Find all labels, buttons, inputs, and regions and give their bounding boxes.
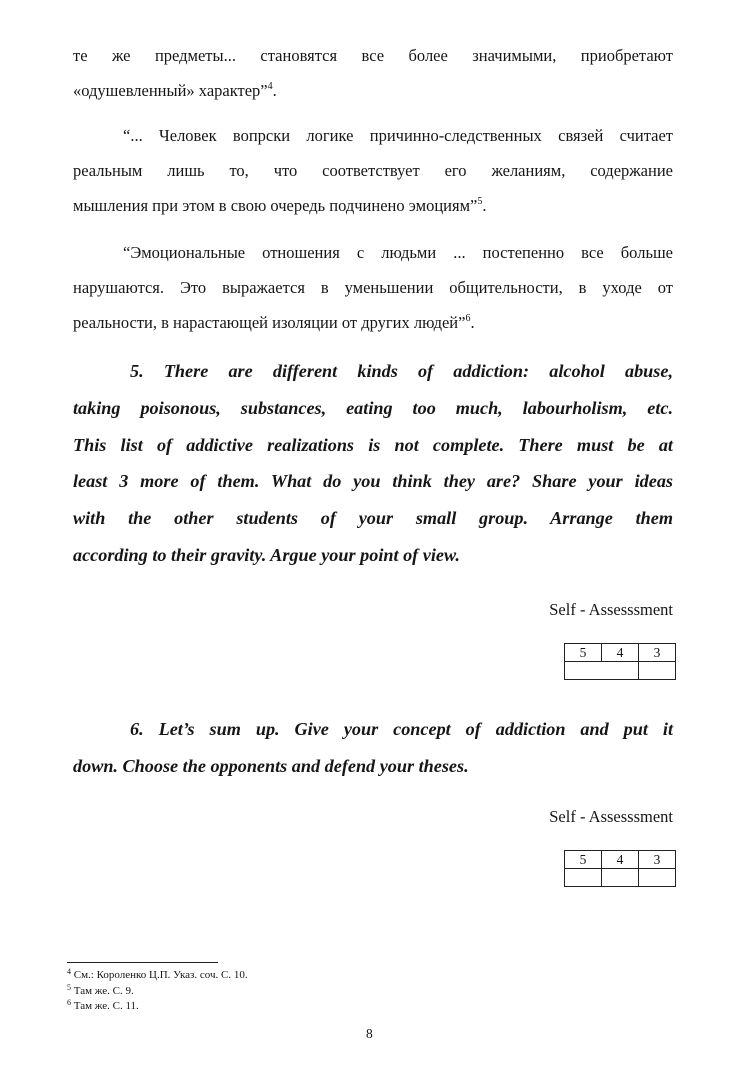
task-line: taking poisonous, substances, eating too much, labourholism, etc.: [73, 397, 673, 418]
score-cell[interactable]: [639, 662, 676, 680]
score-cell[interactable]: [565, 662, 639, 680]
task-line: 5. There are different kinds of addiction: alcohol abuse,: [130, 361, 673, 381]
grade-cell: 4: [602, 644, 639, 662]
self-assessment-table: [564, 643, 676, 680]
score-cell[interactable]: [639, 869, 676, 887]
quote-paragraph-1: [73, 38, 673, 108]
self-assessment-label: Self - Assesssment: [549, 600, 673, 619]
text-line: нарушаются. Это выражается в уменьшении общительности, в уходе от: [73, 278, 673, 297]
footnote: $^4$ См.: Короленко Ц.П. Указ. соч. С. 10.: [67, 967, 248, 981]
grade-cell: 3: [639, 644, 676, 662]
score-cell[interactable]: [565, 869, 602, 887]
page-number: 8: [366, 1026, 373, 1041]
text-line: те же предметы... становятся все более значимыми, приобретают: [73, 46, 673, 65]
task-line: 6. Let’s sum up. Give your concept of addiction and put it: [130, 719, 673, 739]
self-assessment-label: Self - Assesssment: [549, 807, 673, 826]
task-line: according to their gravity. Argue your point of view.: [73, 544, 460, 565]
footnote: $^6$ Там же. С. 11.: [67, 998, 139, 1012]
footnotes: [67, 968, 248, 1015]
text-line: «одушевленный» характер”$^4$.: [73, 81, 277, 100]
footnote-ref: 5: [477, 196, 483, 207]
self-assessment-table: [564, 850, 676, 887]
grade-cell: 5: [565, 644, 602, 662]
task-6: [73, 711, 673, 785]
task-line: This list of addictive realizations is not complete. There must be at: [73, 434, 673, 455]
footnote: $^5$ Там же. С. 9.: [67, 982, 134, 997]
task-line: with the other students of your small group. Arrange them: [73, 508, 673, 529]
quote-paragraph-3: [73, 235, 673, 340]
grade-cell: 5: [565, 851, 602, 869]
text-line: реальности, в нарастающей изоляции от других людей”$^6$.: [73, 313, 475, 332]
text-line: “... Человек вопрски логике причинно-следственных связей считает: [123, 126, 673, 145]
grade-cell: 4: [602, 851, 639, 869]
task-line: down. Choose the opponents and defend your theses.: [73, 755, 469, 776]
footnote-divider: [67, 962, 218, 963]
quote-paragraph-2: [73, 118, 673, 223]
text-line: мышления при этом в свою очередь подчинено эмоциям”$^5$.: [73, 196, 487, 215]
score-cell[interactable]: [602, 869, 639, 887]
footnote-ref: 4: [267, 81, 273, 92]
text-line: реальным лишь то, что соответствует его желаниям, содержание: [73, 161, 673, 180]
task-line: least 3 more of them. What do you think they are? Share your ideas: [73, 471, 673, 492]
footnote-ref: 6: [465, 313, 471, 324]
text-line: “Эмоциональные отношения с людьми ... постепенно все больше: [123, 243, 673, 262]
task-5: [73, 353, 673, 574]
grade-cell: 3: [639, 851, 676, 869]
